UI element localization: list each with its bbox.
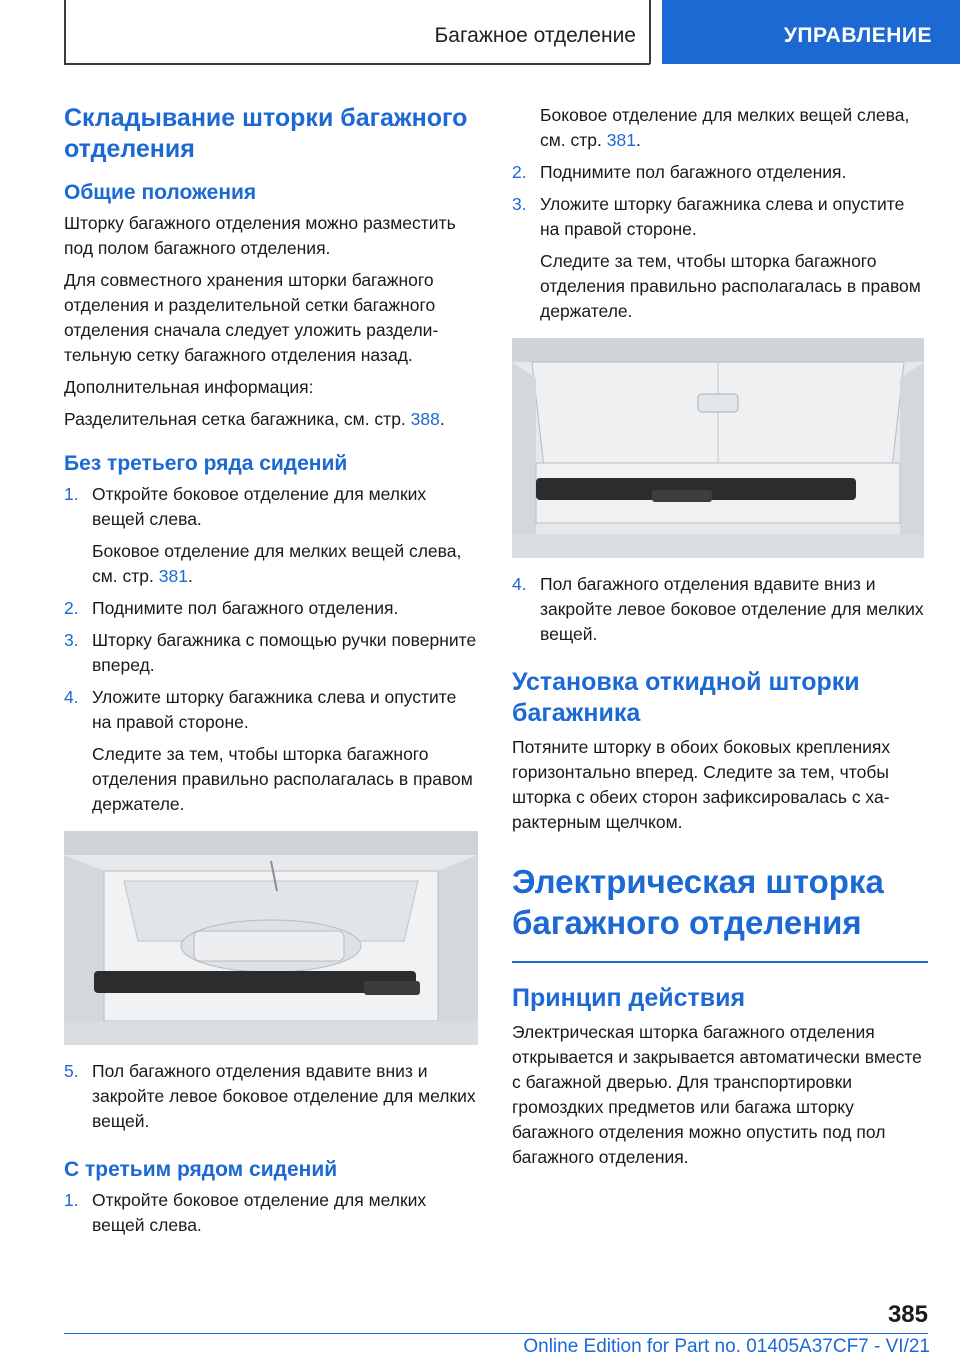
heading-rule <box>512 961 928 963</box>
chapter-title: Багажное отделение <box>434 24 636 47</box>
list-item: 4. Уложите шторку багажника слева и опустите на правой стороне. <box>64 687 457 732</box>
list-item: 1. Откройте боковое отделение для мелких вещей слева. <box>64 1190 427 1235</box>
list-item: 2. Поднимите пол багажного отделения. <box>512 162 847 182</box>
install-heading: Установка откидной шторки багажника <box>512 668 860 727</box>
page-link-388[interactable]: 388 <box>410 409 440 429</box>
general-paragraph-4: Разделительная сетка багажника, см. стр. 388. <box>64 409 445 429</box>
electric-heading: Электрическая шторка багажного отделения <box>512 863 884 941</box>
general-paragraph-1: Шторку багажного отделения можно разместить под полом багажного отделения. <box>64 213 456 258</box>
page-number: 385 <box>887 1301 928 1328</box>
page-link-381[interactable]: 381 <box>606 130 636 150</box>
header-underline <box>64 63 650 65</box>
list-item: 5. Пол багажного отделения вдавите вниз и закройте левое боковое отделение для мелких вещей. <box>64 1061 476 1131</box>
list-item: 4. Пол багажного отделения вдавите вниз и закройте левое боковое отделение для мелких вещей. <box>512 574 924 644</box>
trunk-illustration <box>64 831 478 1045</box>
trunk-photo-2 <box>512 338 924 558</box>
footer-rule <box>64 1333 928 1334</box>
list-item: 2. Поднимите пол багажного отделения. <box>64 598 399 618</box>
header-divider-right <box>649 0 651 64</box>
edition-footer: Online Edition for Part no. 01405A37CF7 - VI/21 <box>523 1336 930 1357</box>
list-item: 3. Шторку багажника с помощью ручки поверните вперед. <box>64 630 477 675</box>
general-paragraph-3: Дополнительная информация: <box>64 377 314 397</box>
step-note: Следите за тем, чтобы шторка багажного отделения правильно располагалась в правом держателе. <box>92 744 473 814</box>
trunk-photo-1 <box>64 831 478 1045</box>
right-column <box>512 103 928 1177</box>
page-title: Складывание шторки багажного отделения <box>64 104 468 163</box>
list-item: 1. Откройте боковое отделение для мелких вещей слева. <box>64 484 427 529</box>
general-heading: Общие положения <box>64 181 257 204</box>
electric-paragraph: Электрическая шторка багажного отделения открывается и закрывается автоматически вместе с багажной дверью. Для транспортировки громоздких предметов или багажа шторку багажного отделения можно опустить под пол багажного отделения. <box>512 1022 922 1167</box>
list-item: 3. Уложите шторку багажника слева и опустите на правой стороне. <box>512 194 905 239</box>
step-note: Следите за тем, чтобы шторка багажного отделения правильно располагалась в правом держателе. <box>540 251 921 321</box>
left-column <box>64 103 478 1245</box>
with-third-row-heading: С третьим рядом сидений <box>64 1158 338 1181</box>
install-paragraph: Потяните шторку в обоих боковых креплениях горизонтально вперед. Следите за тем, чтобы шторка с обеих сторон зафиксировалась с характерным щелчком. <box>512 737 891 832</box>
page-link-381[interactable]: 381 <box>158 566 188 586</box>
step-note: Боковое отделение для мелких вещей слева, см. стр. 381. <box>540 105 910 150</box>
section-label: УПРАВЛЕНИЕ <box>783 24 932 47</box>
general-paragraph-2: Для совместного хранения шторки багажного отделения и разделительной сетки багажного отделения сначала следует уложить разделительную сетку багажного отделения назад. <box>64 270 439 365</box>
principle-heading: Принцип действия <box>512 984 746 1012</box>
trunk-illustration <box>512 338 924 558</box>
step-note: Боковое отделение для мелких вещей слева, см. стр. 381. <box>92 541 462 586</box>
no-third-row-heading: Без третьего ряда сидений <box>64 452 348 475</box>
